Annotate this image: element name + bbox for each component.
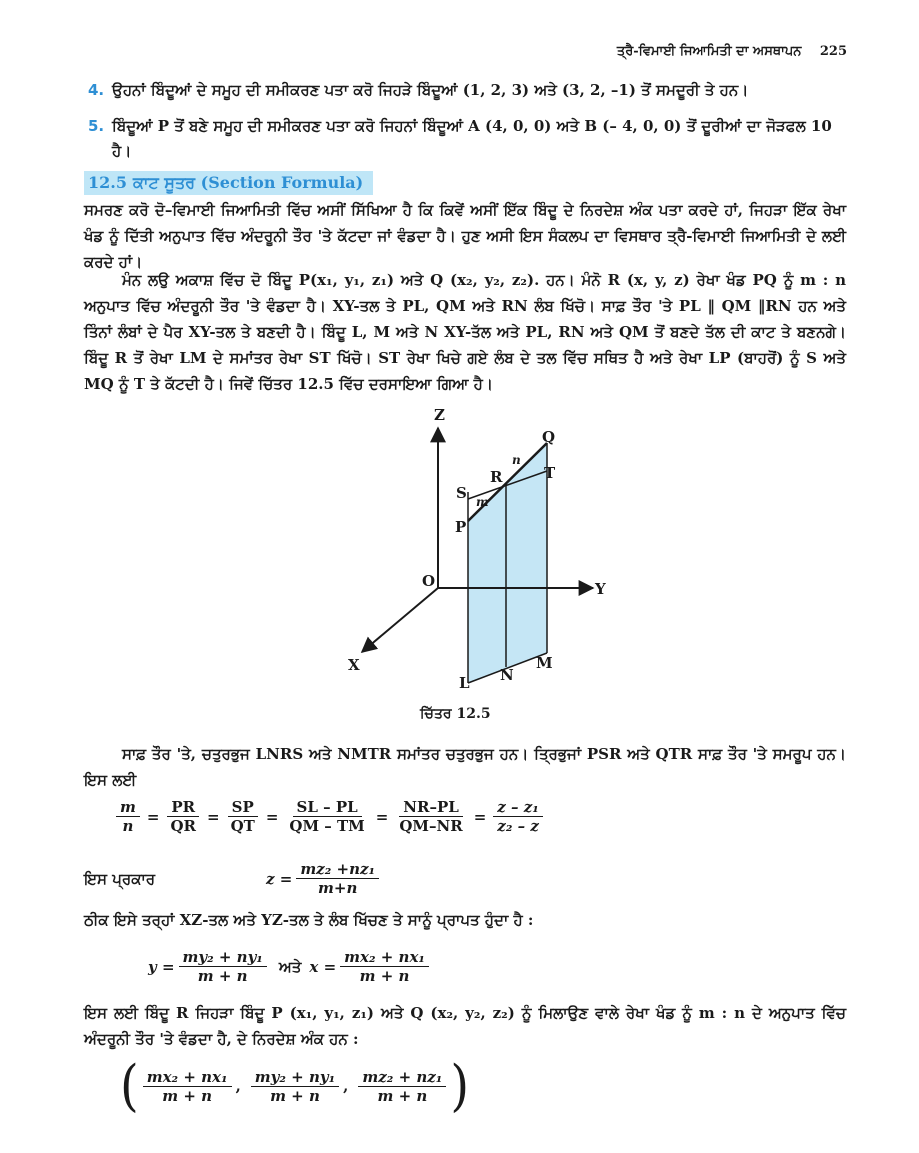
- label-Z: Z: [434, 406, 445, 424]
- figure-caption: ਚਿੱਤਰ 12.5: [420, 706, 491, 722]
- fraction: [251, 1068, 339, 1105]
- page-number: 225: [819, 44, 847, 59]
- close-paren: ): [450, 1053, 470, 1119]
- label-S: S: [456, 484, 467, 502]
- fraction: [340, 948, 429, 985]
- fraction: [116, 798, 140, 835]
- numerator: NR–PL: [399, 798, 463, 817]
- label-P: P: [455, 518, 467, 536]
- numerator: my₂ + ny₁: [179, 948, 267, 967]
- numerator: PR: [167, 798, 199, 817]
- fraction: [493, 798, 543, 835]
- label-m: m: [476, 495, 489, 509]
- denominator: m + n: [359, 967, 410, 985]
- label-X: X: [348, 656, 360, 674]
- label-R: R: [490, 468, 503, 486]
- denominator: QM – TM: [289, 817, 365, 835]
- denominator: m + n: [162, 1086, 213, 1105]
- comma: ,: [343, 1077, 349, 1095]
- numerator: my₂ + ny₁: [251, 1068, 339, 1087]
- running-header: [617, 44, 847, 59]
- open-paren: (: [120, 1053, 139, 1119]
- label-O: O: [422, 572, 436, 590]
- conclusion-paragraph: ਇਸ ਲਈ ਬਿੰਦੂ R ਜਿਹੜਾ ਬਿੰਦੂ P (x₁, y₁, z₁) ਅਤੇ Q (x₂, y₂, z₂) ਨੂੰ ਮਿਲਾਉਣ ਵਾਲੇ ਰੇਖਾ ਖੰਡ ਨੂੰ m : n ਦੇ ਅਨੁਪਾਤ ਵਿੱਚ ਅੰਦਰੂਨੀ ਤੌਰ 'ਤੇ ਵੰਡਦਾ ਹੈ, ਦੇ ਨਿਰਦੇਸ਼ ਅੰਕ ਹਨ :: [84, 1004, 846, 1048]
- denominator: QT: [230, 817, 255, 835]
- numerator: SL – PL: [293, 798, 362, 817]
- similarly-paragraph: ਠੀਕ ਇਸੇ ਤਰ੍ਹਾਂ XZ-ਤਲ ਅਤੇ YZ-ਤਲ ਤੇ ਲੰਬ ਖਿੱਚਣ ਤੇ ਸਾਨੂੰ ਪ੍ਰਾਪਤ ਹੁੰਦਾ ਹੈ :: [84, 911, 534, 929]
- label-M: M: [536, 654, 553, 672]
- fraction: [285, 798, 368, 835]
- section-number: 12.5: [88, 173, 127, 192]
- numerator: z – z₁: [493, 798, 543, 817]
- label-L: L: [459, 674, 470, 692]
- comma: ,: [235, 1077, 241, 1095]
- ratio-equation: $\frac{m}{n}$ = $\frac{PR}{QR}$ = $\frac{SP}{QT}$ = $\frac{SL - PL}{QM - TM}$ = $\frac{NR-PL}{QM-NR}$ = $\frac{\text{z – z₁}}{\text{z₂ – z}}$: [112, 798, 547, 835]
- numerator: mz₂ +nz₁: [296, 860, 379, 879]
- label-n: n: [512, 453, 521, 467]
- section-title: ਕਾਟ ਸੂਤਰ (Section Formula): [132, 173, 364, 192]
- plane-PQML: [468, 443, 547, 683]
- denominator: QR: [170, 817, 196, 835]
- z-lhs: z =: [266, 869, 293, 888]
- denominator: m + n: [270, 1086, 320, 1105]
- fraction: [179, 948, 267, 985]
- xy-equations: [148, 948, 433, 985]
- numerator: mx₂ + nx₁: [340, 948, 429, 967]
- setup-paragraph: ਮੰਨ ਲਉ ਅਕਾਸ਼ ਵਿੱਚ ਦੋ ਬਿੰਦੂ P(x₁, y₁, z₁) ਅਤੇ Q (x₂, y₂, z₂). ਹਨ। ਮੰਨੋ R (x, y, z) ਰੇਖਾ ਖੰਡ PQ ਨੂੰ m : n ਅਨੁਪਾਤ ਵਿੱਚ ਅੰਦਰੂਨੀ ਤੌਰ 'ਤੇ ਵੰਡਦਾ ਹੈ। XY-ਤਲ ਤੇ PL, QM ਅਤੇ RN ਲੰਬ ਖਿੱਚੋ। ਸਾਫ਼ ਤੌਰ 'ਤੇ PL ‖ QM ‖RN ਹਨ ਅਤੇ ਤਿੰਨਾਂ ਲੰਬਾਂ ਦੇ ਪੈਰ XY-ਤਲ ਤੇ ਬਣਦੀ ਹੈ। ਬਿੰਦੂ L, M ਅਤੇ N XY-ਤੱਲ ਅਤੇ PL, RN ਅਤੇ QM ਤੋਂ ਬਣਦੇ ਤੱਲ ਦੀ ਕਾਟ ਤੇ ਬਣਨਗੇ। ਬਿੰਦੂ R ਤੋਂ ਰੇਖਾ LM ਦੇ ਸਮਾਂਤਰ ਰੇਖਾ ST ਖਿੱਚੋ। ST ਰੇਖਾ ਖਿਚੇ ਗਏ ਲੰਬ ਦੇ ਤਲ ਵਿੱਚ ਸਥਿਤ ਹੈ ਅਤੇ ਰੇਖਾ LP (ਬਾਹਰੋਂ) ਨੂੰ S ਅਤੇ MQ ਨੂੰ T ਤੇ ਕੱਟਦੀ ਹੈ। ਜਿਵੇਂ ਚਿੱਤਰ 12.5 ਵਿੱਚ ਦਰਸਾਇਆ ਗਿਆ ਹੈ।: [84, 271, 846, 393]
- x-axis: [362, 588, 438, 652]
- fraction: [143, 1068, 232, 1105]
- exercise-item: [88, 78, 848, 103]
- numerator: mx₂ + nx₁: [143, 1068, 232, 1087]
- fraction: [166, 798, 200, 835]
- fraction: [296, 860, 379, 897]
- section-formula-coords: [120, 1053, 470, 1119]
- label-N: N: [500, 666, 514, 684]
- denominator: m + n: [377, 1086, 428, 1105]
- exercise-text: ਬਿੰਦੂਆਂ P ਤੋਂ ਬਣੇ ਸਮੂਹ ਦੀ ਸਮੀਕਰਣ ਪਤਾ ਕਰੋ ਜਿਹਨਾਂ ਬਿੰਦੂਆਂ A (4, 0, 0) ਅਤੇ B (– 4, 0, 0) ਤੋਂ ਦੂਰੀਆਂ ਦਾ ਜੋੜਫਲ 10 ਹੈ।: [112, 117, 832, 160]
- label-Q: Q: [542, 428, 556, 446]
- similarity-paragraph: ਸਾਫ਼ ਤੌਰ 'ਤੇ, ਚਤੁਰਭੁਜ LNRS ਅਤੇ NMTR ਸਮਾਂਤਰ ਚਤੁਰਭੁਜ ਹਨ। ਤ੍ਰਿਭੁਜਾਂ PSR ਅਤੇ QTR ਸਾਫ਼ ਤੌਰ 'ਤੇ ਸਮਰੂਪ ਹਨ। ਇਸ ਲਈ: [84, 745, 846, 789]
- denominator: n: [122, 817, 134, 835]
- numerator: mz₂ + nz₁: [358, 1068, 446, 1087]
- label-Y: Y: [595, 580, 606, 598]
- denominator: m + n: [197, 967, 248, 985]
- x-lhs: x =: [309, 957, 337, 976]
- and-word: ਅਤੇ: [278, 957, 302, 976]
- fraction: [358, 1068, 446, 1105]
- figure-12-5: [330, 406, 630, 710]
- exercise-text: ਉਹਨਾਂ ਬਿੰਦੂਆਂ ਦੇ ਸਮੂਹ ਦੀ ਸਮੀਕਰਣ ਪਤਾ ਕਰੋ ਜਿਹੜੇ ਬਿੰਦੂਆਂ (1, 2, 3) ਅਤੇ (3, 2, –1) ਤੋਂ ਸਮਦੂਰੀ ਤੇ ਹਨ।: [112, 81, 749, 99]
- denominator: m+n: [318, 879, 358, 897]
- thus-label: ਇਸ ਪ੍ਰਕਾਰ: [84, 869, 156, 888]
- exercise-number: 4.: [88, 81, 105, 99]
- y-lhs: y =: [148, 957, 175, 976]
- denominator: z₂ – z: [497, 817, 539, 835]
- exercise-number: 5.: [88, 117, 105, 135]
- denominator: QM–NR: [399, 817, 463, 835]
- intro-paragraph: ਸਮਰਣ ਕਰੋ ਦੋ–ਵਿਮਾਈ ਜਿਆਮਿਤੀ ਵਿੱਚ ਅਸੀਂ ਸਿੱਖਿਆ ਹੈ ਕਿ ਕਿਵੇਂ ਅਸੀਂ ਇੱਕ ਬਿੰਦੂ ਦੇ ਨਿਰਦੇਸ਼ ਅੰਕ ਪਤਾ ਕਰਦੇ ਹਾਂ, ਜਿਹੜਾ ਇੱਕ ਰੇਖਾ ਖੰਡ ਨੂੰ ਦਿੱਤੀ ਅਨੁਪਾਤ ਵਿੱਚ ਅੰਦਰੂਨੀ ਤੌਰ 'ਤੇ ਕੱਟਦਾ ਜਾਂ ਵੰਡਦਾ ਹੈ। ਹੁਣ ਅਸੀ ਇਸ ਸੰਕਲਪ ਦਾ ਵਿਸਥਾਰ ਤ੍ਰੈ-ਵਿਮਾਈ ਜਿਆਮਿਤੀ ਦੇ ਲਈ ਕਰਦੇ ਹਾਂ।: [84, 201, 846, 271]
- fraction: [395, 798, 466, 835]
- fraction: [227, 798, 259, 835]
- numerator: m: [116, 798, 140, 817]
- numerator: SP: [228, 798, 258, 817]
- label-T: T: [544, 464, 556, 482]
- header-title: ਤ੍ਰੈ-ਵਿਮਾਈ ਜਿਆਮਿਤੀ ਦਾ ਅਸਥਾਪਨ: [616, 44, 802, 59]
- section-heading: [84, 171, 373, 195]
- exercise-item: [88, 114, 848, 164]
- z-equation: [84, 860, 383, 897]
